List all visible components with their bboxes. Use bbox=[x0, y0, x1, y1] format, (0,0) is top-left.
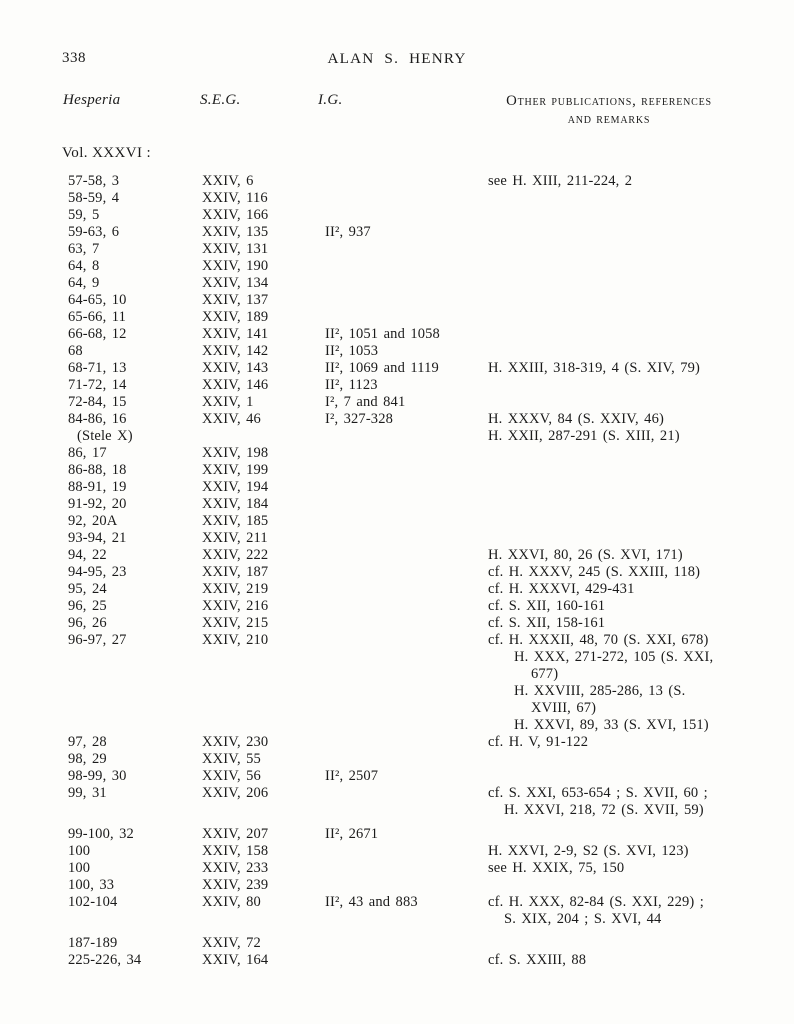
hesperia-cell: 71-72, 14 bbox=[68, 377, 127, 393]
table-row bbox=[0, 547, 794, 564]
hesperia-cell: 100 bbox=[68, 843, 91, 859]
table-row bbox=[0, 751, 794, 768]
other-cell: H. XXX, 271-272, 105 (S. XXI, bbox=[514, 649, 714, 665]
seg-cell: XXIV, 164 bbox=[202, 952, 269, 968]
hesperia-cell: 68-71, 13 bbox=[68, 360, 127, 376]
seg-cell: XXIV, 80 bbox=[202, 894, 261, 910]
ig-cell: II², 43 and 883 bbox=[325, 894, 418, 910]
table-row bbox=[0, 785, 794, 802]
seg-cell: XXIV, 142 bbox=[202, 343, 269, 359]
table-row bbox=[0, 309, 794, 326]
seg-cell: XXIV, 116 bbox=[202, 190, 268, 206]
table-row bbox=[0, 360, 794, 377]
table-row bbox=[0, 581, 794, 598]
seg-cell: XXIV, 146 bbox=[202, 377, 269, 393]
table-row bbox=[0, 258, 794, 275]
seg-cell: XXIV, 6 bbox=[202, 173, 254, 189]
seg-cell: XXIV, 211 bbox=[202, 530, 268, 546]
table-row bbox=[0, 802, 794, 819]
seg-cell: XXIV, 1 bbox=[202, 394, 254, 410]
table-row bbox=[0, 173, 794, 190]
hesperia-cell: 64-65, 10 bbox=[68, 292, 127, 308]
seg-cell: XXIV, 137 bbox=[202, 292, 269, 308]
table-row bbox=[0, 462, 794, 479]
hesperia-cell: 96, 26 bbox=[68, 615, 107, 631]
hesperia-cell: 102-104 bbox=[68, 894, 118, 910]
seg-cell: XXIV, 194 bbox=[202, 479, 269, 495]
hesperia-cell: 84-86, 16 bbox=[68, 411, 127, 427]
table-row bbox=[0, 241, 794, 258]
table-row bbox=[0, 428, 794, 445]
seg-cell: XXIV, 222 bbox=[202, 547, 269, 563]
seg-cell: XXIV, 131 bbox=[202, 241, 269, 257]
column-header-other-line2: and remarks bbox=[567, 111, 651, 127]
other-cell: cf. H. XXX, 82-84 (S. XXI, 229) ; bbox=[488, 894, 704, 910]
table-row bbox=[0, 860, 794, 877]
hesperia-cell: 96, 25 bbox=[68, 598, 107, 614]
other-cell: H. XXVI, 89, 33 (S. XVI, 151) bbox=[514, 717, 709, 733]
table-row bbox=[0, 394, 794, 411]
hesperia-cell: 97, 28 bbox=[68, 734, 107, 750]
seg-cell: XXIV, 166 bbox=[202, 207, 269, 223]
seg-cell: XXIV, 46 bbox=[202, 411, 261, 427]
table-row bbox=[0, 894, 794, 911]
seg-cell: XXIV, 206 bbox=[202, 785, 269, 801]
other-cell: S. XIX, 204 ; S. XVI, 44 bbox=[504, 911, 662, 927]
table-row bbox=[0, 343, 794, 360]
seg-cell: XXIV, 190 bbox=[202, 258, 269, 274]
seg-cell: XXIV, 143 bbox=[202, 360, 269, 376]
ig-cell: II², 1053 bbox=[325, 343, 379, 359]
seg-cell: XXIV, 219 bbox=[202, 581, 269, 597]
table-row bbox=[0, 952, 794, 969]
hesperia-cell: 100 bbox=[68, 860, 91, 876]
table-row bbox=[0, 700, 794, 717]
seg-cell: XXIV, 189 bbox=[202, 309, 269, 325]
seg-cell: XXIV, 230 bbox=[202, 734, 269, 750]
hesperia-cell: 91-92, 20 bbox=[68, 496, 127, 512]
hesperia-cell: 59-63, 6 bbox=[68, 224, 120, 240]
column-header-other-line1: Other publications, references bbox=[506, 93, 712, 109]
table-row bbox=[0, 513, 794, 530]
seg-cell: XXIV, 184 bbox=[202, 496, 269, 512]
table-row bbox=[0, 826, 794, 843]
column-header-other bbox=[478, 92, 740, 128]
other-cell: see H. XIII, 211-224, 2 bbox=[488, 173, 633, 189]
table-row bbox=[0, 275, 794, 292]
table-row bbox=[0, 190, 794, 207]
other-cell: H. XXVI, 80, 26 (S. XVI, 171) bbox=[488, 547, 683, 563]
other-cell: cf. S. XII, 160-161 bbox=[488, 598, 606, 614]
table-row bbox=[0, 632, 794, 649]
page-number: 338 bbox=[62, 50, 86, 66]
other-cell: cf. H. XXXII, 48, 70 (S. XXI, 678) bbox=[488, 632, 709, 648]
other-cell: XVIII, 67) bbox=[531, 700, 597, 716]
ig-cell: II², 1123 bbox=[325, 377, 378, 393]
running-head: ALAN S. HENRY bbox=[327, 50, 467, 67]
hesperia-cell: 86, 17 bbox=[68, 445, 107, 461]
table-row bbox=[0, 843, 794, 860]
table-row bbox=[0, 292, 794, 309]
hesperia-cell: 98, 29 bbox=[68, 751, 107, 767]
hesperia-cell: 100, 33 bbox=[68, 877, 115, 893]
hesperia-cell: 63, 7 bbox=[68, 241, 100, 257]
hesperia-cell: 58-59, 4 bbox=[68, 190, 120, 206]
hesperia-cell: 57-58, 3 bbox=[68, 173, 120, 189]
table-row bbox=[0, 207, 794, 224]
section-label: Vol. XXXVI : bbox=[62, 145, 152, 161]
column-header-seg: S.E.G. bbox=[200, 92, 241, 108]
seg-cell: XXIV, 216 bbox=[202, 598, 269, 614]
table-row bbox=[0, 496, 794, 513]
other-cell: cf. H. V, 91-122 bbox=[488, 734, 589, 750]
hesperia-cell: 92, 20A bbox=[68, 513, 118, 529]
other-cell: H. XXVI, 2-9, S2 (S. XVI, 123) bbox=[488, 843, 689, 859]
other-cell: cf. S. XXI, 653-654 ; S. XVII, 60 ; bbox=[488, 785, 708, 801]
hesperia-cell: 95, 24 bbox=[68, 581, 107, 597]
column-header-ig: I.G. bbox=[318, 92, 343, 108]
table-row bbox=[0, 530, 794, 547]
hesperia-cell: 66-68, 12 bbox=[68, 326, 127, 342]
table-body bbox=[0, 173, 794, 969]
other-cell: H. XXVIII, 285-286, 13 (S. bbox=[514, 683, 686, 699]
hesperia-cell: 94-95, 23 bbox=[68, 564, 127, 580]
table-row bbox=[0, 479, 794, 496]
table-row bbox=[0, 598, 794, 615]
hesperia-cell: 86-88, 18 bbox=[68, 462, 127, 478]
seg-cell: XXIV, 239 bbox=[202, 877, 269, 893]
seg-cell: XXIV, 199 bbox=[202, 462, 269, 478]
other-cell: H. XXVI, 218, 72 (S. XVII, 59) bbox=[504, 802, 704, 818]
table-row bbox=[0, 377, 794, 394]
ig-cell: II², 2507 bbox=[325, 768, 379, 784]
ig-cell: I², 327-328 bbox=[325, 411, 394, 427]
ig-cell: II², 2671 bbox=[325, 826, 379, 842]
table-row bbox=[0, 649, 794, 666]
table-row bbox=[0, 935, 794, 952]
seg-cell: XXIV, 135 bbox=[202, 224, 269, 240]
table-row bbox=[0, 411, 794, 428]
hesperia-cell: 99-100, 32 bbox=[68, 826, 134, 842]
seg-cell: XXIV, 158 bbox=[202, 843, 269, 859]
seg-cell: XXIV, 56 bbox=[202, 768, 261, 784]
hesperia-cell: 68 bbox=[68, 343, 83, 359]
hesperia-cell: 88-91, 19 bbox=[68, 479, 127, 495]
other-cell: 677) bbox=[531, 666, 559, 682]
seg-cell: XXIV, 215 bbox=[202, 615, 269, 631]
table-row bbox=[0, 224, 794, 241]
hesperia-cell: 98-99, 30 bbox=[68, 768, 127, 784]
table-row bbox=[0, 615, 794, 632]
hesperia-cell: 59, 5 bbox=[68, 207, 100, 223]
column-header-hesperia: Hesperia bbox=[63, 92, 121, 108]
other-cell: cf. H. XXXV, 245 (S. XXIII, 118) bbox=[488, 564, 701, 580]
ig-cell: II², 1069 and 1119 bbox=[325, 360, 439, 376]
other-cell: cf. S. XXIII, 88 bbox=[488, 952, 587, 968]
other-cell: cf. H. XXXVI, 429-431 bbox=[488, 581, 635, 597]
other-cell: cf. S. XII, 158-161 bbox=[488, 615, 606, 631]
seg-cell: XXIV, 141 bbox=[202, 326, 269, 342]
hesperia-cell: 225-226, 34 bbox=[68, 952, 142, 968]
table-row bbox=[0, 877, 794, 894]
hesperia-cell: (Stele X) bbox=[77, 428, 133, 444]
seg-cell: XXIV, 210 bbox=[202, 632, 269, 648]
table-row bbox=[0, 445, 794, 462]
seg-cell: XXIV, 55 bbox=[202, 751, 261, 767]
hesperia-cell: 187-189 bbox=[68, 935, 118, 951]
table-row bbox=[0, 768, 794, 785]
other-cell: see H. XXIX, 75, 150 bbox=[488, 860, 625, 876]
hesperia-cell: 93-94, 21 bbox=[68, 530, 127, 546]
table-row bbox=[0, 734, 794, 751]
hesperia-cell: 65-66, 11 bbox=[68, 309, 126, 325]
table-row bbox=[0, 564, 794, 581]
hesperia-cell: 99, 31 bbox=[68, 785, 107, 801]
ig-cell: I², 7 and 841 bbox=[325, 394, 406, 410]
table-row bbox=[0, 326, 794, 343]
other-cell: H. XXII, 287-291 (S. XIII, 21) bbox=[488, 428, 680, 444]
hesperia-cell: 64, 8 bbox=[68, 258, 100, 274]
table-row bbox=[0, 683, 794, 700]
table-row bbox=[0, 666, 794, 683]
other-cell: H. XXXV, 84 (S. XXIV, 46) bbox=[488, 411, 664, 427]
hesperia-cell: 96-97, 27 bbox=[68, 632, 127, 648]
other-cell: H. XXIII, 318-319, 4 (S. XIV, 79) bbox=[488, 360, 701, 376]
table-row bbox=[0, 717, 794, 734]
seg-cell: XXIV, 187 bbox=[202, 564, 269, 580]
seg-cell: XXIV, 134 bbox=[202, 275, 269, 291]
seg-cell: XXIV, 207 bbox=[202, 826, 269, 842]
ig-cell: II², 1051 and 1058 bbox=[325, 326, 440, 342]
seg-cell: XXIV, 72 bbox=[202, 935, 261, 951]
hesperia-cell: 72-84, 15 bbox=[68, 394, 127, 410]
seg-cell: XXIV, 233 bbox=[202, 860, 269, 876]
table-row bbox=[0, 911, 794, 928]
seg-cell: XXIV, 185 bbox=[202, 513, 269, 529]
ig-cell: II², 937 bbox=[325, 224, 371, 240]
seg-cell: XXIV, 198 bbox=[202, 445, 269, 461]
hesperia-cell: 64, 9 bbox=[68, 275, 100, 291]
hesperia-cell: 94, 22 bbox=[68, 547, 107, 563]
